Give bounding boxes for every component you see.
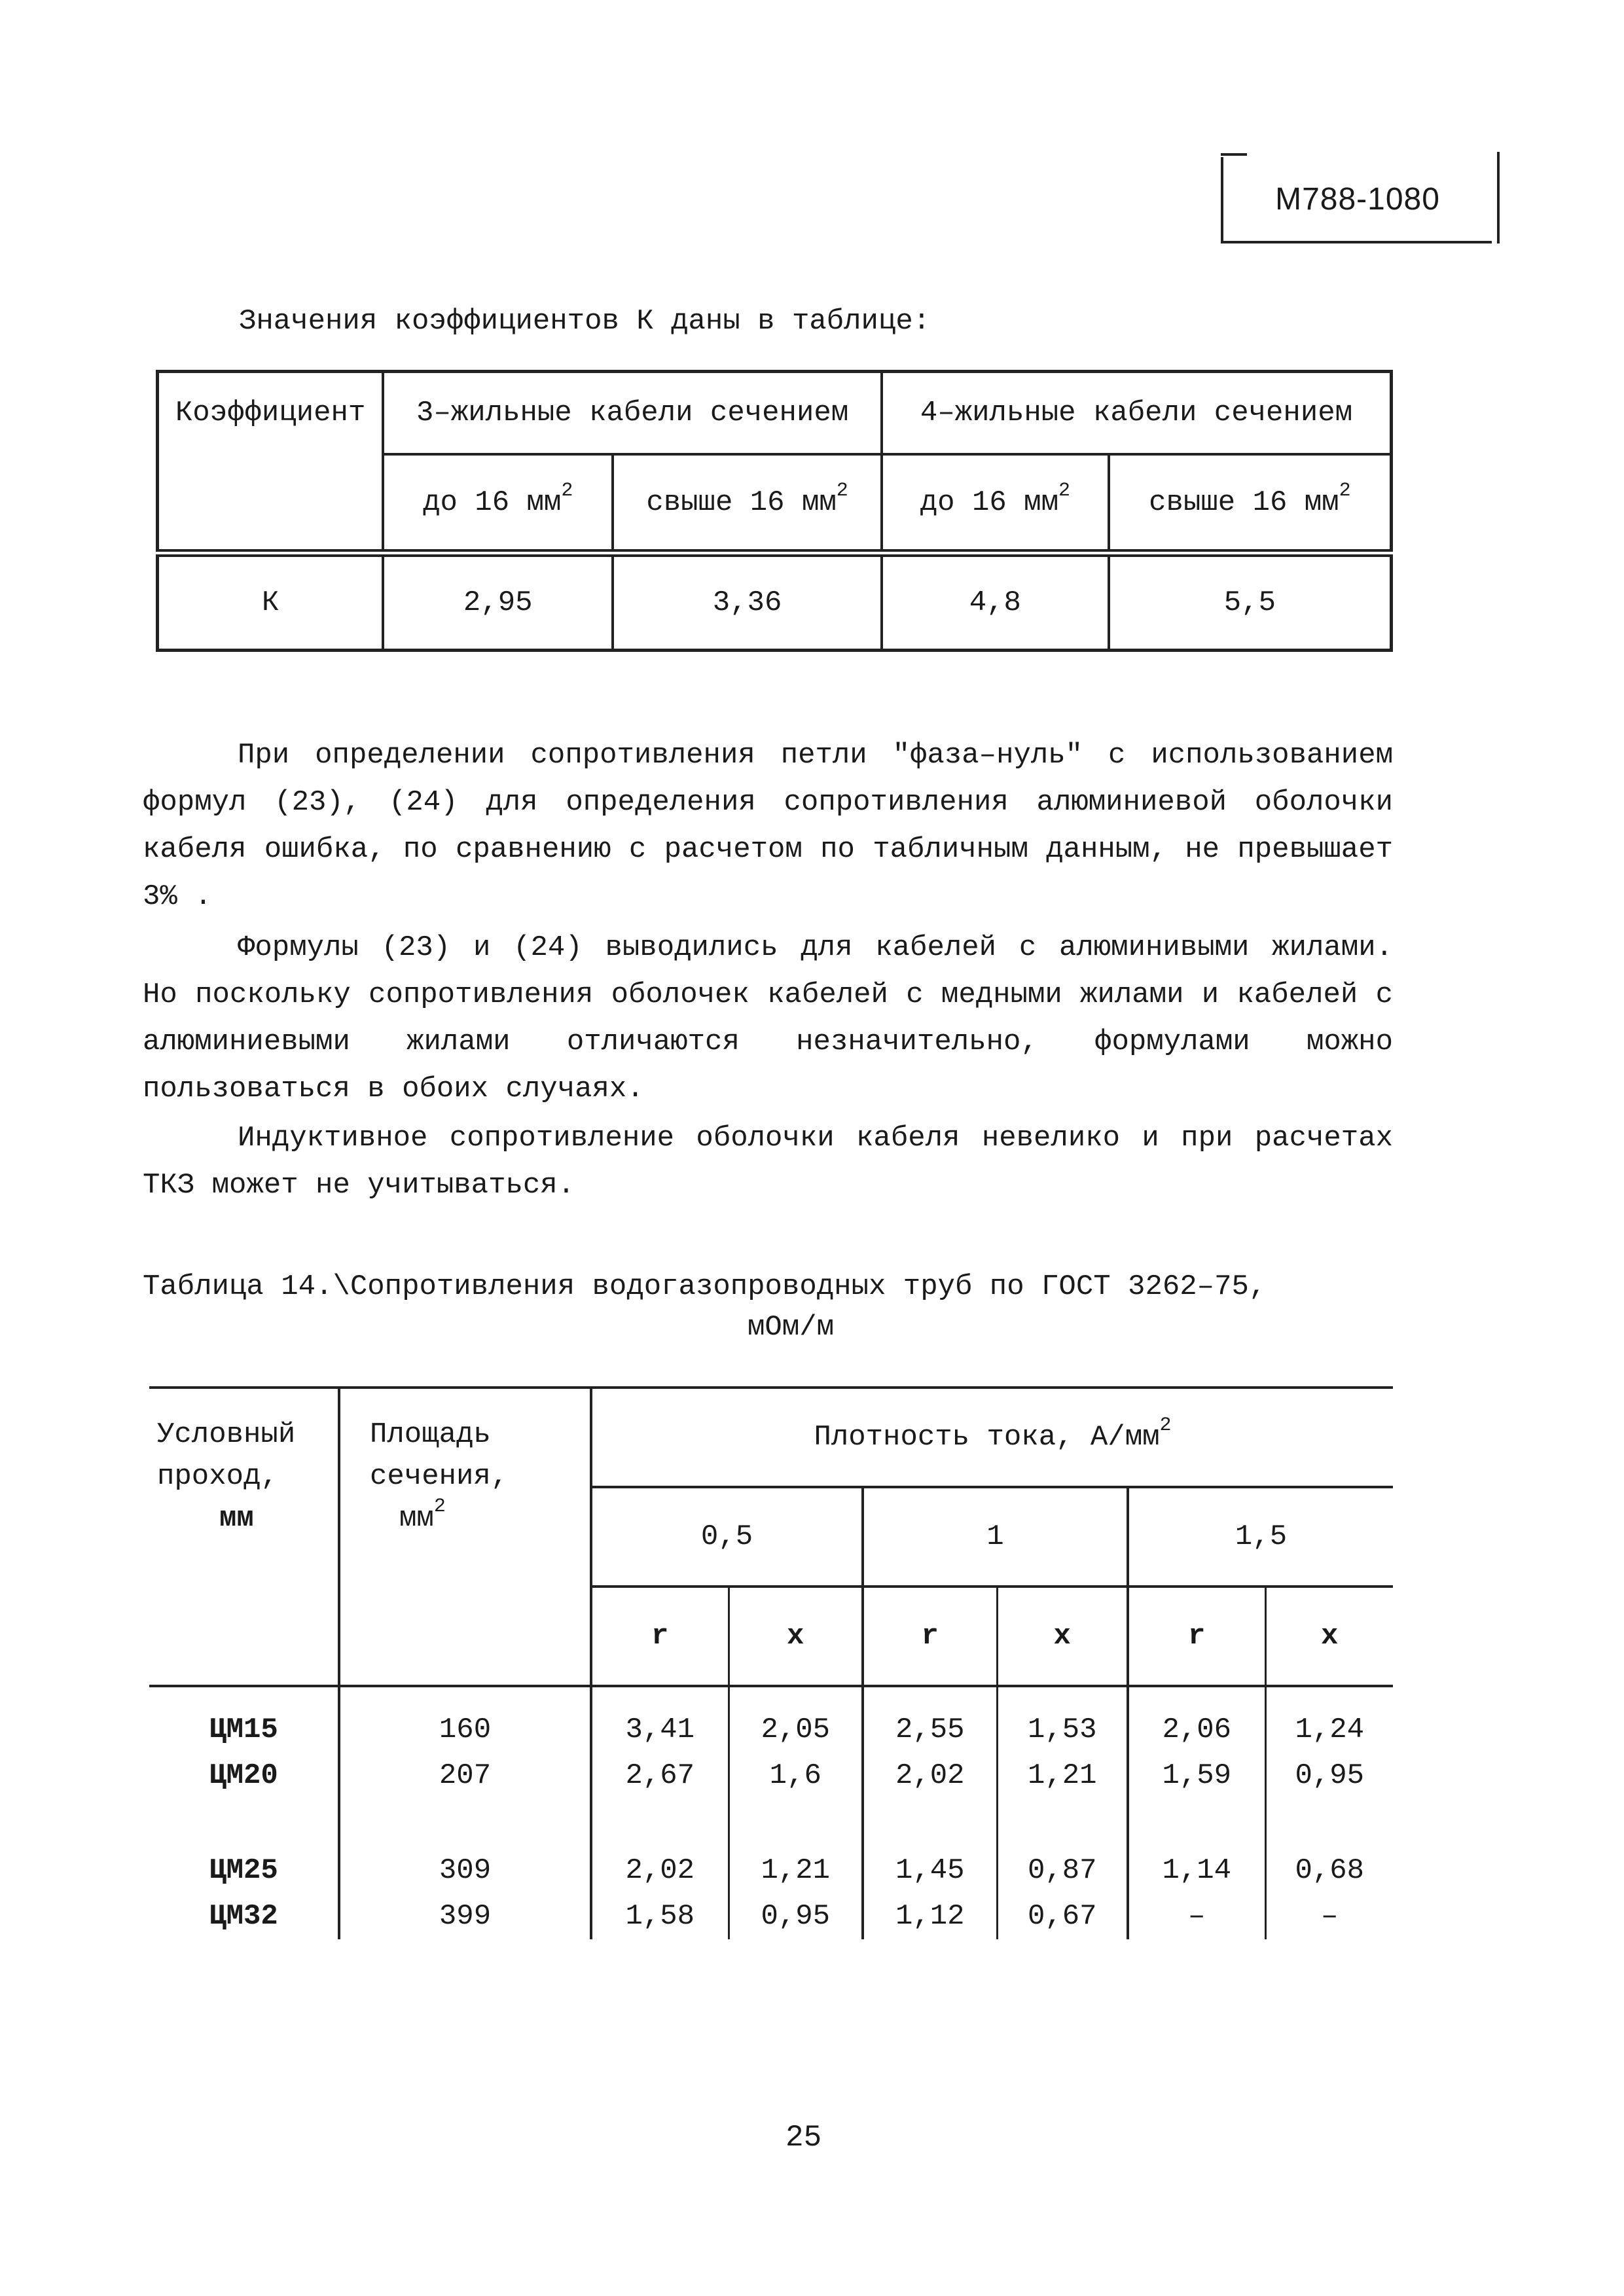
- t14-r-1-5: r: [1128, 1587, 1265, 1686]
- t14-cell: 0,67: [997, 1893, 1128, 1939]
- k-sub-4-above: свыше 16 $мм^2$: [1109, 454, 1392, 553]
- t14-density-1: 1: [863, 1487, 1128, 1587]
- k-value-3-upto: 2,95: [383, 553, 613, 651]
- t14-x-1-5: x: [1265, 1587, 1393, 1686]
- t14-cell: 1,24: [1265, 1686, 1393, 1753]
- t14-r-1: r: [863, 1587, 997, 1686]
- t14-cell: 1,21: [729, 1848, 863, 1893]
- t14-cell: 2,06: [1128, 1686, 1265, 1753]
- t14-cell: 1,12: [863, 1893, 997, 1939]
- pipe-resistance-table: [149, 1386, 1393, 1939]
- t14-r-0-5: r: [591, 1587, 729, 1686]
- table-row: [149, 1753, 1393, 1799]
- t14-x-1: x: [997, 1587, 1128, 1686]
- t14-bore: ЦМ25: [209, 1854, 278, 1887]
- k-sub-4-upto: до 16 $мм^2$: [882, 454, 1109, 553]
- t14-area: 399: [339, 1893, 591, 1939]
- intro-text: Значения коэффициентов К даны в таблице:: [239, 305, 931, 338]
- t14-cell: 0,68: [1265, 1848, 1393, 1893]
- t14-cell: 1,45: [863, 1848, 997, 1893]
- t14-header-cross-section: Площадь сечения, $мм^2$: [339, 1388, 591, 1686]
- k-value-4-above: 5,5: [1109, 553, 1392, 651]
- table14-title: Таблица 14.\Сопротивления водогазопроводных труб по ГОСТ 3262–75,: [143, 1270, 1267, 1303]
- t14-cell: 2,02: [591, 1848, 729, 1893]
- t14-bore: ЦМ20: [209, 1759, 278, 1792]
- t14-cell: 2,05: [729, 1686, 863, 1753]
- t14-area: 309: [339, 1848, 591, 1893]
- table-row: [149, 1848, 1393, 1893]
- k-coefficient-table: [156, 370, 1393, 652]
- t14-cell: 1,21: [997, 1753, 1128, 1799]
- k-header-4-core: 4–жильные кабели сечением: [882, 372, 1392, 455]
- t14-density-1-5: 1,5: [1128, 1487, 1393, 1587]
- t14-area: 207: [339, 1753, 591, 1799]
- t14-x-0-5: x: [729, 1587, 863, 1686]
- paragraph-1: При определении сопротивления петли "фаза–нуль" с использованием формул (23), (24) для определения сопротивления алюминиевой оболочки кабеля ошибка, по сравнению с расчетом по табличным данным, не превышает 3% .: [143, 739, 1393, 913]
- k-header-3-core: 3–жильные кабели сечением: [383, 372, 882, 455]
- t14-cell: 1,6: [729, 1753, 863, 1799]
- t14-header-nominal-bore: Условный проход, мм: [149, 1388, 339, 1686]
- t14-cell: –: [1128, 1893, 1265, 1939]
- t14-header-current-density: Плотность тока, $А/мм^2$: [591, 1388, 1393, 1487]
- t14-cell: 1,58: [591, 1893, 729, 1939]
- t14-cell: –: [1265, 1893, 1393, 1939]
- stamp-right-rule: [1497, 152, 1500, 243]
- paragraph-3: Индуктивное сопротивление оболочки кабеля невелико и при расчетах ТКЗ может не учитываться.: [143, 1122, 1393, 1202]
- t14-cell: 0,95: [729, 1893, 863, 1939]
- t14-cell: 2,67: [591, 1753, 729, 1799]
- t14-cell: 2,02: [863, 1753, 997, 1799]
- t14-cell: 3,41: [591, 1686, 729, 1753]
- t14-cell: 1,59: [1128, 1753, 1265, 1799]
- t14-density-0-5: 0,5: [591, 1487, 863, 1587]
- table-row: [149, 1686, 1393, 1753]
- page-number: 25: [785, 2121, 822, 2155]
- t14-cell: 0,95: [1265, 1753, 1393, 1799]
- table-spacer: [149, 1799, 1393, 1848]
- table-row: [149, 1893, 1393, 1939]
- k-header-coefficient: Коэффициент: [158, 372, 384, 554]
- t14-cell: 1,53: [997, 1686, 1128, 1753]
- k-value-3-above: 3,36: [613, 553, 882, 651]
- t14-bore: ЦМ15: [209, 1713, 278, 1746]
- table14-caption: [143, 1266, 1393, 1348]
- document-code-stamp: [1221, 157, 1492, 243]
- k-sub-3-upto: до 16 $мм^2$: [383, 454, 613, 553]
- table14-unit: мОм/м: [747, 1311, 835, 1344]
- k-value-4-upto: 4,8: [882, 553, 1109, 651]
- k-sub-3-above: свыше 16 $мм^2$: [613, 454, 882, 553]
- doc-code-text: М788-1080: [1275, 181, 1440, 217]
- t14-cell: 0,87: [997, 1848, 1128, 1893]
- t14-cell: 1,14: [1128, 1848, 1265, 1893]
- k-row-label: К: [158, 553, 384, 651]
- paragraph-2: Формулы (23) и (24) выводились для кабелей с алюминивыми жилами. Но поскольку сопротивления оболочек кабелей с медными жилами и кабелей с алюминиевыми жилами отличаются незначительно, формулами можно пользоваться в обоих случаях.: [143, 931, 1393, 1105]
- t14-cell: 2,55: [863, 1686, 997, 1753]
- t14-bore: ЦМ32: [209, 1900, 278, 1933]
- stamp-corner-mark: [1221, 153, 1247, 156]
- t14-area: 160: [339, 1686, 591, 1753]
